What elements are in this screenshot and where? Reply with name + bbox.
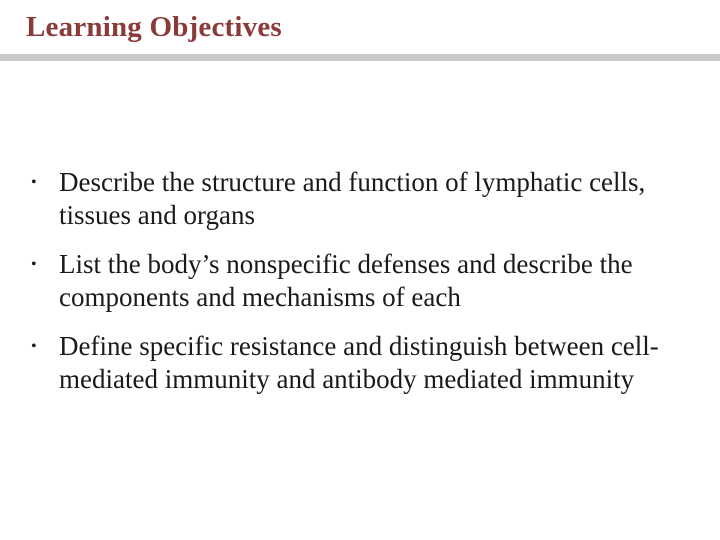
title-divider [0,54,720,61]
bullet-icon: • [31,338,37,355]
objective-item [24,248,714,314]
slide-title: Learning Objectives [26,11,282,43]
objective-text: Describe the structure and function of lymphatic cells, tissues and organs [59,167,646,230]
bullet-icon: • [31,256,37,273]
objective-item [24,330,714,396]
bullet-icon: • [31,174,37,191]
objectives-list [24,166,714,412]
objective-text: Define specific resistance and distinguish between cell-mediated immunity and antibody mediated immunity [59,331,659,394]
objective-text: List the body’s nonspecific defenses and describe the components and mechanisms of each [59,249,633,312]
objective-item [24,166,714,232]
